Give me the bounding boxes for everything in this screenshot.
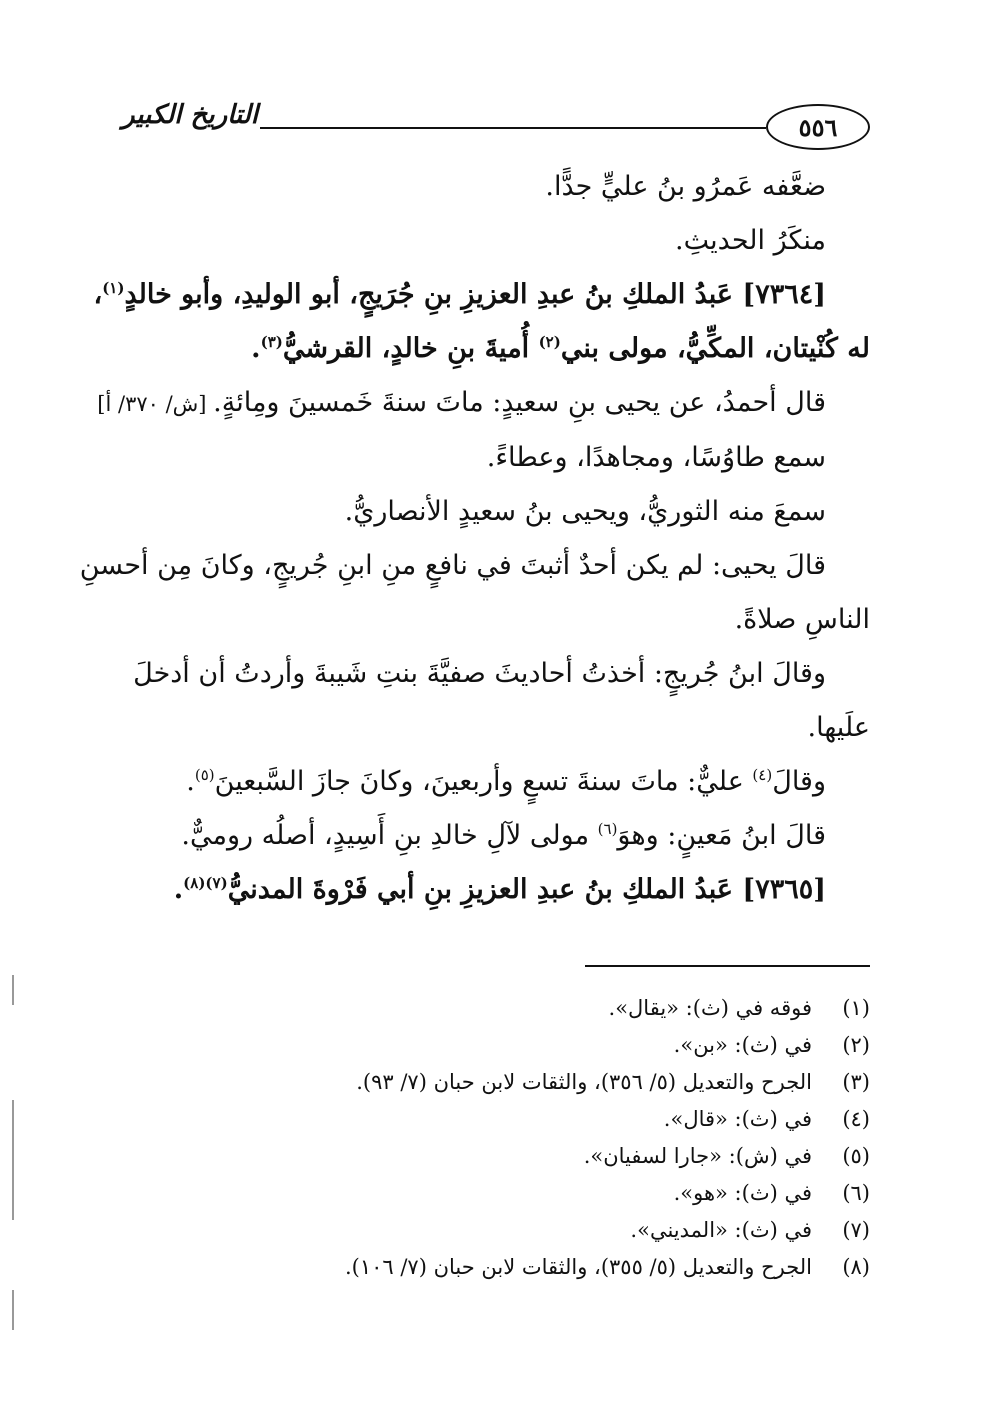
footnote-marker: (٣) <box>260 333 283 351</box>
text-line: قالَ يحيى: لم يكن أحدٌ أثبتَ في نافعٍ منِ ابنِ جُريجٍ، وكانَ مِن أحسنِ <box>79 550 826 581</box>
entry-text: أُميةَ بنِ خالدٍ، القرشيُّ <box>282 333 539 364</box>
text-line: الناسِ صلاةً. <box>734 604 870 635</box>
entry-text: [٧٣٦٥] عَبدُ الملكِ بنُ عبدِ العزيزِ بنِ أبي فَرْوةَ المدنيُّ <box>227 874 826 905</box>
text-line: سمع طاوُسًا، ومجاهدًا، وعطاءً. <box>486 442 826 473</box>
entry-text: له كُنْيتان، المكِّيُّ، مولى بني <box>560 333 870 364</box>
footnote-number: (٣) <box>842 1070 870 1094</box>
header-rule <box>260 127 766 129</box>
running-title: التاريخ الكبير <box>121 100 259 130</box>
footnote-marker: (٦) <box>597 820 618 838</box>
text-line: علَيها. <box>807 712 870 743</box>
footnote-text: في (ث): «هو». <box>673 1181 812 1205</box>
footnotes <box>125 990 870 1286</box>
entry-text: [٧٣٦٤] عَبدُ الملكِ بنُ عبدِ العزيزِ بنِ جُرَيجٍ، أبو الوليدِ، وأبو خالدٍ <box>124 279 826 310</box>
footnote-marker: (٧)(٨) <box>183 874 228 892</box>
footnote <box>125 1249 870 1286</box>
text-line <box>125 809 870 863</box>
footnote-marker: (٥) <box>194 766 215 784</box>
footnote-number: (٢) <box>842 1033 870 1057</box>
footnote-number: (٨) <box>842 1255 870 1279</box>
line-text: قالَ ابنُ مَعينٍ: وهوَ <box>617 820 826 851</box>
footnote-text: الجرح والتعديل (٥/ ٣٥٦)، والثقات لابن حبان (٧/ ٩٣). <box>356 1070 812 1094</box>
footnote-text: في (ث): «المديني». <box>630 1218 812 1242</box>
footnote-text: في (ش): «جارا لسفيان». <box>583 1144 812 1168</box>
footnote <box>125 1175 870 1212</box>
footnote <box>125 1138 870 1175</box>
footnote <box>125 1027 870 1064</box>
footnote <box>125 1064 870 1101</box>
entry-text: ، <box>93 279 103 310</box>
footnote <box>125 1212 870 1249</box>
line-text: وقالَ <box>772 766 826 797</box>
page-header <box>120 100 870 156</box>
line-text: مولى لآلِ خالدِ بنِ أَسِيدٍ، أصلُه روميٌّ. <box>181 820 598 851</box>
footnote-marker: (٤) <box>752 766 773 784</box>
footnote-number: (٥) <box>842 1144 870 1168</box>
footnote <box>125 990 870 1027</box>
binding-mark <box>12 1100 14 1220</box>
line-text: قال أحمدُ، عن يحيى بنِ سعيدٍ: ماتَ سنةَ خَمسينَ ومِائةٍ. <box>213 387 826 418</box>
binding-mark <box>12 1290 14 1330</box>
text-line <box>97 376 870 431</box>
entry-heading-cont <box>125 322 870 376</box>
footnote-number: (٧) <box>842 1218 870 1242</box>
text-line: سمعَ منه الثوريُّ، ويحيى بنُ سعيدٍ الأنصاريُّ. <box>344 496 826 527</box>
manuscript-folio: [ش/ ٣٧٠/ أ] <box>97 392 214 416</box>
footnote-text: فوقه في (ث): «يقال». <box>608 996 812 1020</box>
entry-text: . <box>251 333 261 364</box>
footnote-number: (١) <box>842 996 870 1020</box>
entry-heading <box>93 268 870 322</box>
entry-heading <box>125 863 870 917</box>
footnote-text: في (ث): «قال». <box>663 1107 812 1131</box>
footnote-text: في (ث): «بن». <box>673 1033 812 1057</box>
page-number: ٥٥٦ <box>766 104 870 150</box>
footnote-number: (٤) <box>842 1107 870 1131</box>
footnote-marker: (١) <box>102 279 125 297</box>
text-line <box>125 755 870 809</box>
entry-text: . <box>173 874 184 905</box>
text-line: ضعَّفه عَمرُو بنُ عليٍّ جدًّا. <box>545 171 826 202</box>
footnote-separator <box>585 965 870 967</box>
text-line: وقالَ ابنُ جُريجٍ: أخذتُ أحاديثَ صفيَّةَ بنتِ شَيبةَ وأردتُ أن أدخلَ <box>133 658 826 689</box>
binding-mark <box>12 975 14 1005</box>
footnote <box>125 1101 870 1138</box>
main-text <box>79 160 870 917</box>
footnote-marker: (٢) <box>538 333 561 351</box>
line-text: عليٌّ: ماتَ سنةَ تسعٍ وأربعينَ، وكانَ جازَ السَّبعينَ <box>214 766 753 797</box>
footnote-number: (٦) <box>842 1181 870 1205</box>
line-text: . <box>186 766 195 797</box>
text-line: منكَرُ الحديثِ. <box>675 225 826 256</box>
footnote-text: الجرح والتعديل (٥/ ٣٥٥)، والثقات لابن حبان (٧/ ١٠٦). <box>344 1255 812 1279</box>
